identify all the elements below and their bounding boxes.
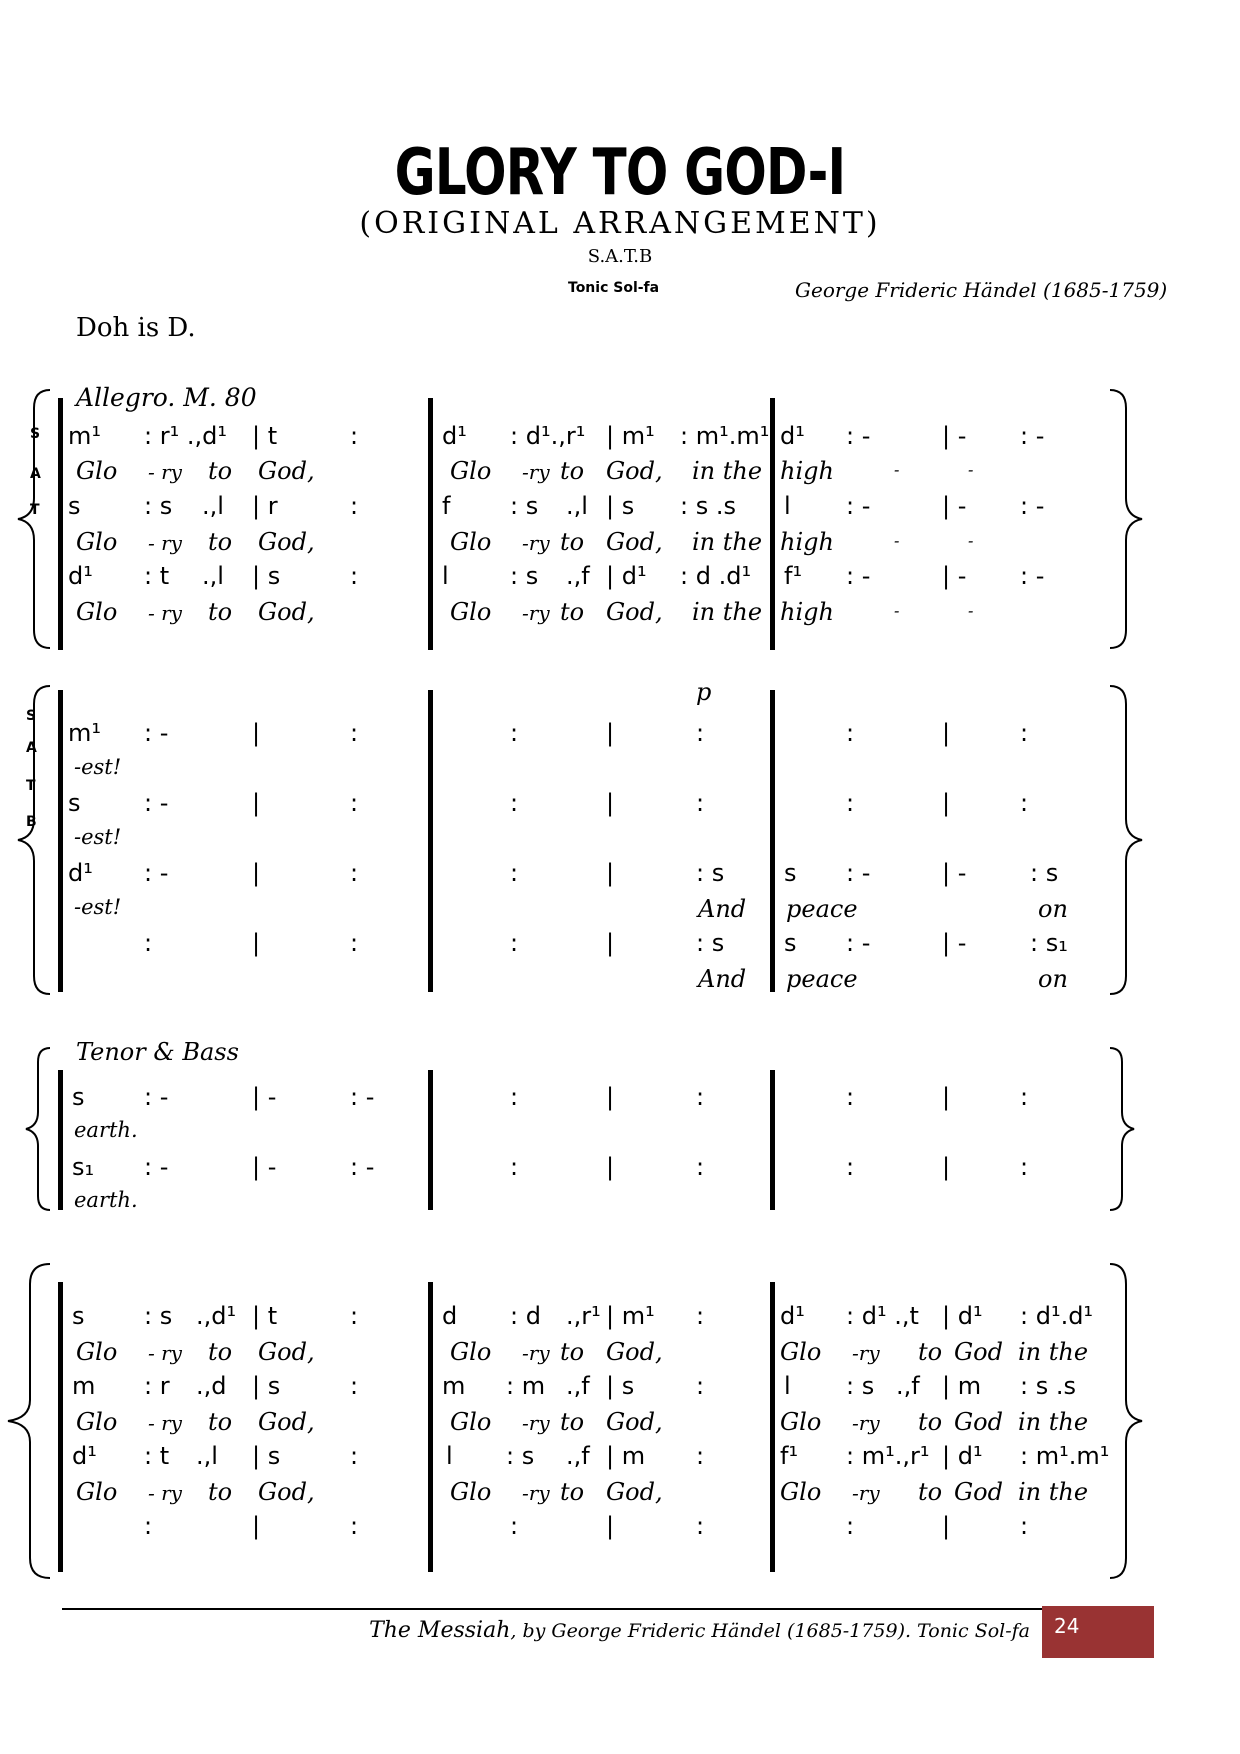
- page-subtitle: (ORIGINAL ARRANGEMENT): [359, 206, 881, 241]
- voice-label-tenor: T: [30, 502, 40, 518]
- note-token: : d¹.d¹: [1020, 1302, 1094, 1330]
- note-token: |: [606, 789, 615, 817]
- lyric-token: Glo: [76, 1478, 118, 1506]
- lyric-token: God,: [606, 1408, 663, 1436]
- note-token: | t: [252, 1302, 278, 1330]
- lyric-token: God,: [258, 457, 315, 485]
- lyric-token: God,: [258, 1338, 315, 1366]
- lyric-token: God,: [606, 1338, 663, 1366]
- note-token: |: [252, 859, 261, 887]
- note-token: : -: [846, 492, 871, 520]
- lyric-token: Glo: [450, 598, 492, 626]
- note-token: : s .s: [1020, 1372, 1076, 1400]
- note-token: |: [942, 1153, 951, 1181]
- lyric-token: earth.: [74, 1118, 138, 1142]
- lyric-token: -: [968, 601, 974, 620]
- voice-label-alto: A: [30, 466, 41, 482]
- lyric-token: God: [954, 1338, 1003, 1366]
- note-token: .,d¹: [196, 1302, 237, 1330]
- lyric-token: in the: [692, 457, 763, 485]
- lyric-token: to: [208, 1478, 233, 1506]
- lyric-token: to: [208, 528, 233, 556]
- note-token: |: [606, 1512, 615, 1540]
- lyric-token: -ry: [522, 460, 550, 484]
- note-token: l: [442, 562, 449, 590]
- note-token: | s: [606, 1372, 635, 1400]
- lyric-token: Glo: [450, 1338, 492, 1366]
- right-brace-4: [1106, 1262, 1146, 1580]
- note-token: : -: [846, 562, 871, 590]
- note-token: : -: [1020, 422, 1045, 450]
- lyric-token: in the: [1018, 1478, 1089, 1506]
- note-token: :: [1020, 1512, 1029, 1540]
- lyric-token: God,: [258, 1478, 315, 1506]
- note-token: | d¹: [942, 1302, 983, 1330]
- lyric-token: God: [954, 1478, 1003, 1506]
- note-token: :: [350, 789, 359, 817]
- footer-description: , by George Frideric Händel (1685-1759). Tonic Sol-fa: [510, 1620, 1030, 1642]
- note-token: | -: [942, 929, 967, 957]
- note-token: :: [846, 1153, 855, 1181]
- lyric-token: peace: [786, 895, 858, 923]
- note-token: |: [942, 1512, 951, 1540]
- note-token: :: [510, 1153, 519, 1181]
- voices-label: S.A.T.B: [587, 246, 653, 267]
- note-token: f: [442, 492, 451, 520]
- barline: [58, 1282, 63, 1572]
- note-token: | -: [252, 1153, 277, 1181]
- lyric-token: -: [894, 601, 900, 620]
- note-token: :: [696, 1302, 705, 1330]
- note-token: |: [252, 1512, 261, 1540]
- note-token: | d¹: [942, 1442, 983, 1470]
- note-token: : d: [510, 1302, 541, 1330]
- lyric-token: And: [698, 895, 747, 923]
- note-token: : d¹.,r¹: [510, 422, 586, 450]
- note-token: : r: [144, 1372, 170, 1400]
- note-token: .,f: [896, 1372, 920, 1400]
- note-token: :: [846, 1512, 855, 1540]
- note-token: : -: [846, 929, 871, 957]
- note-token: : m: [506, 1372, 546, 1400]
- lyric-token: to: [208, 1408, 233, 1436]
- lyric-token: God: [954, 1408, 1003, 1436]
- key-signature: Doh is D.: [76, 313, 196, 343]
- note-token: d: [442, 1302, 458, 1330]
- note-token: |: [252, 929, 261, 957]
- note-token: d¹: [442, 422, 467, 450]
- barline: [428, 1282, 433, 1572]
- note-token: .,f: [566, 1442, 590, 1470]
- note-token: | m: [942, 1372, 982, 1400]
- note-token: d¹: [68, 859, 93, 887]
- note-token: :: [510, 719, 519, 747]
- footer-text: [369, 1618, 1030, 1643]
- note-token: s₁: [72, 1153, 95, 1181]
- note-token: : -: [144, 789, 169, 817]
- lyric-token: God,: [258, 598, 315, 626]
- lyric-token: to: [560, 1408, 585, 1436]
- note-token: :: [350, 1302, 359, 1330]
- note-token: : s: [696, 859, 725, 887]
- lyric-token: to: [560, 598, 585, 626]
- note-token: : s: [1030, 859, 1059, 887]
- note-token: |: [606, 719, 615, 747]
- note-token: | r: [252, 492, 278, 520]
- note-token: :: [350, 859, 359, 887]
- note-token: s: [72, 1302, 85, 1330]
- lyric-token: Glo: [76, 457, 118, 485]
- voice-label-bass: B: [26, 814, 37, 830]
- note-token: : -: [1020, 492, 1045, 520]
- lyric-token: to: [208, 457, 233, 485]
- lyric-token: high: [780, 598, 834, 626]
- note-token: :: [846, 789, 855, 817]
- lyric-token: -ry: [852, 1341, 880, 1365]
- note-token: :: [1020, 789, 1029, 817]
- lyric-token: peace: [786, 965, 858, 993]
- note-token: d¹: [780, 1302, 805, 1330]
- note-token: : -: [350, 1083, 375, 1111]
- note-token: : s: [506, 1442, 535, 1470]
- page-number: 24: [1042, 1606, 1154, 1658]
- note-token: m: [72, 1372, 96, 1400]
- note-token: :: [144, 929, 153, 957]
- note-token: .,r¹: [566, 1302, 601, 1330]
- note-token: s: [784, 929, 797, 957]
- lyric-token: Glo: [76, 1408, 118, 1436]
- lyric-token: - ry: [148, 460, 182, 484]
- lyric-token: Glo: [450, 457, 492, 485]
- note-token: :: [510, 859, 519, 887]
- lyric-token: Glo: [780, 1338, 822, 1366]
- note-token: | m¹: [606, 1302, 655, 1330]
- lyric-token: God,: [606, 457, 663, 485]
- note-token: : s: [696, 929, 725, 957]
- note-token: :: [350, 1442, 359, 1470]
- lyric-token: Glo: [780, 1478, 822, 1506]
- note-token: l: [446, 1442, 453, 1470]
- note-token: : d¹ .,t: [846, 1302, 919, 1330]
- lyric-token: God,: [606, 1478, 663, 1506]
- note-token: : -: [144, 1153, 169, 1181]
- tempo-marking: Allegro. M. 80: [76, 383, 257, 412]
- notation-label: Tonic Sol-fa: [568, 280, 660, 296]
- note-token: | -: [942, 562, 967, 590]
- lyric-token: God,: [606, 528, 663, 556]
- note-token: : s: [510, 492, 539, 520]
- note-token: :: [846, 1083, 855, 1111]
- note-token: | -: [942, 422, 967, 450]
- note-token: | s: [252, 1372, 281, 1400]
- note-token: :: [350, 422, 359, 450]
- note-token: : r¹ .,d¹: [144, 422, 227, 450]
- note-token: :: [350, 492, 359, 520]
- composer-credit: George Frideric Händel (1685-1759): [795, 278, 1168, 302]
- note-token: .,l: [196, 1442, 218, 1470]
- note-token: .,l: [202, 492, 224, 520]
- note-token: |: [606, 929, 615, 957]
- footer-rule: [62, 1608, 1152, 1610]
- dynamic-marking: p: [696, 678, 712, 706]
- note-token: |: [606, 859, 615, 887]
- note-token: l: [784, 1372, 791, 1400]
- note-token: .,f: [566, 562, 590, 590]
- lyric-token: God,: [606, 598, 663, 626]
- note-token: :: [510, 1512, 519, 1540]
- lyric-token: in the: [1018, 1338, 1089, 1366]
- note-token: m¹: [68, 719, 101, 747]
- note-token: :: [350, 719, 359, 747]
- note-token: : s: [144, 1302, 173, 1330]
- lyric-token: to: [918, 1478, 943, 1506]
- note-token: | s: [252, 562, 281, 590]
- note-token: :: [696, 789, 705, 817]
- lyric-token: -: [894, 531, 900, 550]
- note-token: : -: [846, 859, 871, 887]
- lyric-token: - ry: [148, 601, 182, 625]
- note-token: : -: [1020, 562, 1045, 590]
- lyric-token: -ry: [522, 601, 550, 625]
- lyric-token: in the: [1018, 1408, 1089, 1436]
- lyric-token: on: [1038, 895, 1068, 923]
- note-token: |: [252, 789, 261, 817]
- lyric-token: -: [968, 460, 974, 479]
- note-token: |: [942, 1083, 951, 1111]
- note-token: s: [68, 789, 81, 817]
- note-token: :: [696, 719, 705, 747]
- lyric-token: Glo: [76, 1338, 118, 1366]
- note-token: : m¹.m¹: [680, 422, 770, 450]
- note-token: : s: [510, 562, 539, 590]
- note-token: | -: [942, 492, 967, 520]
- note-token: : s: [144, 492, 173, 520]
- note-token: : m¹.m¹: [1020, 1442, 1110, 1470]
- note-token: |: [606, 1153, 615, 1181]
- note-token: :: [350, 1372, 359, 1400]
- lyric-token: to: [918, 1408, 943, 1436]
- lyric-token: God,: [258, 1408, 315, 1436]
- page-title: GLORY TO GOD-I: [394, 136, 846, 210]
- note-token: d¹: [72, 1442, 97, 1470]
- note-token: |: [942, 719, 951, 747]
- note-token: | d¹: [606, 562, 647, 590]
- lyric-token: to: [560, 1478, 585, 1506]
- left-brace-4: [4, 1262, 54, 1580]
- note-token: :: [696, 1083, 705, 1111]
- note-token: :: [1020, 1153, 1029, 1181]
- note-token: |: [252, 719, 261, 747]
- note-token: : -: [350, 1153, 375, 1181]
- lyric-token: - ry: [148, 1341, 182, 1365]
- note-token: :: [510, 1083, 519, 1111]
- section-label: Tenor & Bass: [76, 1038, 239, 1066]
- lyric-token: -ry: [522, 1341, 550, 1365]
- lyric-token: to: [560, 457, 585, 485]
- note-token: | s: [606, 492, 635, 520]
- note-token: | s: [252, 1442, 281, 1470]
- lyric-token: in the: [692, 528, 763, 556]
- note-token: : m¹.,r¹: [846, 1442, 930, 1470]
- lyric-token: -ry: [522, 531, 550, 555]
- note-token: f¹: [784, 562, 803, 590]
- voice-label-alto: A: [26, 740, 37, 756]
- barline: [770, 1282, 775, 1572]
- note-token: :: [350, 562, 359, 590]
- lyric-token: -est!: [74, 895, 122, 919]
- note-token: : -: [144, 1083, 169, 1111]
- note-token: s: [784, 859, 797, 887]
- note-token: :: [1020, 719, 1029, 747]
- lyric-token: Glo: [450, 528, 492, 556]
- note-token: | m: [606, 1442, 646, 1470]
- note-token: : s₁: [1030, 929, 1068, 957]
- lyric-token: -est!: [74, 755, 122, 779]
- note-token: : t: [144, 1442, 170, 1470]
- lyric-token: -: [968, 531, 974, 550]
- lyric-token: to: [208, 1338, 233, 1366]
- lyric-token: -ry: [852, 1481, 880, 1505]
- note-token: : -: [846, 422, 871, 450]
- voice-label-soprano: S: [26, 708, 37, 724]
- lyric-token: earth.: [74, 1188, 138, 1212]
- note-token: .,l: [202, 562, 224, 590]
- lyric-token: And: [698, 965, 747, 993]
- note-token: m¹: [68, 422, 101, 450]
- note-token: : -: [144, 859, 169, 887]
- note-token: | t: [252, 422, 278, 450]
- note-token: :: [510, 929, 519, 957]
- note-token: :: [846, 719, 855, 747]
- note-token: :: [1020, 1083, 1029, 1111]
- note-token: m: [442, 1372, 466, 1400]
- note-token: :: [350, 1512, 359, 1540]
- lyric-token: in the: [692, 598, 763, 626]
- lyric-token: high: [780, 528, 834, 556]
- note-token: |: [942, 789, 951, 817]
- lyric-token: -: [894, 460, 900, 479]
- note-token: f¹: [780, 1442, 799, 1470]
- note-token: : s: [846, 1372, 875, 1400]
- lyric-token: Glo: [450, 1408, 492, 1436]
- note-token: :: [350, 929, 359, 957]
- note-token: :: [696, 1512, 705, 1540]
- lyric-token: Glo: [76, 528, 118, 556]
- lyric-token: to: [918, 1338, 943, 1366]
- lyric-token: to: [560, 528, 585, 556]
- note-token: .,d: [196, 1372, 227, 1400]
- voice-label-tenor: T: [26, 778, 36, 794]
- note-token: .,f: [566, 1372, 590, 1400]
- lyric-token: to: [208, 598, 233, 626]
- note-token: :: [696, 1372, 705, 1400]
- note-token: d¹: [68, 562, 93, 590]
- lyric-token: God,: [258, 528, 315, 556]
- lyric-token: -ry: [522, 1481, 550, 1505]
- note-token: | -: [942, 859, 967, 887]
- lyric-token: to: [560, 1338, 585, 1366]
- note-token: : d .d¹: [680, 562, 752, 590]
- note-token: :: [510, 789, 519, 817]
- note-token: s: [68, 492, 81, 520]
- voice-label-soprano: S: [30, 426, 41, 442]
- note-token: l: [784, 492, 791, 520]
- note-token: |: [606, 1083, 615, 1111]
- lyric-token: Glo: [780, 1408, 822, 1436]
- lyric-token: on: [1038, 965, 1068, 993]
- lyric-token: - ry: [148, 1481, 182, 1505]
- lyric-token: - ry: [148, 1411, 182, 1435]
- lyric-token: -ry: [852, 1411, 880, 1435]
- note-token: | -: [252, 1083, 277, 1111]
- footer-book-title: The Messiah: [369, 1618, 511, 1643]
- note-token: .,l: [566, 492, 588, 520]
- lyric-token: high: [780, 457, 834, 485]
- note-token: :: [696, 1153, 705, 1181]
- lyric-token: -est!: [74, 825, 122, 849]
- note-token: : -: [144, 719, 169, 747]
- note-token: :: [144, 1512, 153, 1540]
- lyric-token: -ry: [522, 1411, 550, 1435]
- note-token: d¹: [780, 422, 805, 450]
- note-token: | m¹: [606, 422, 655, 450]
- note-token: : s .s: [680, 492, 736, 520]
- lyric-token: - ry: [148, 531, 182, 555]
- lyric-token: Glo: [76, 598, 118, 626]
- note-token: s: [72, 1083, 85, 1111]
- lyric-token: Glo: [450, 1478, 492, 1506]
- note-token: : t: [144, 562, 170, 590]
- note-token: :: [696, 1442, 705, 1470]
